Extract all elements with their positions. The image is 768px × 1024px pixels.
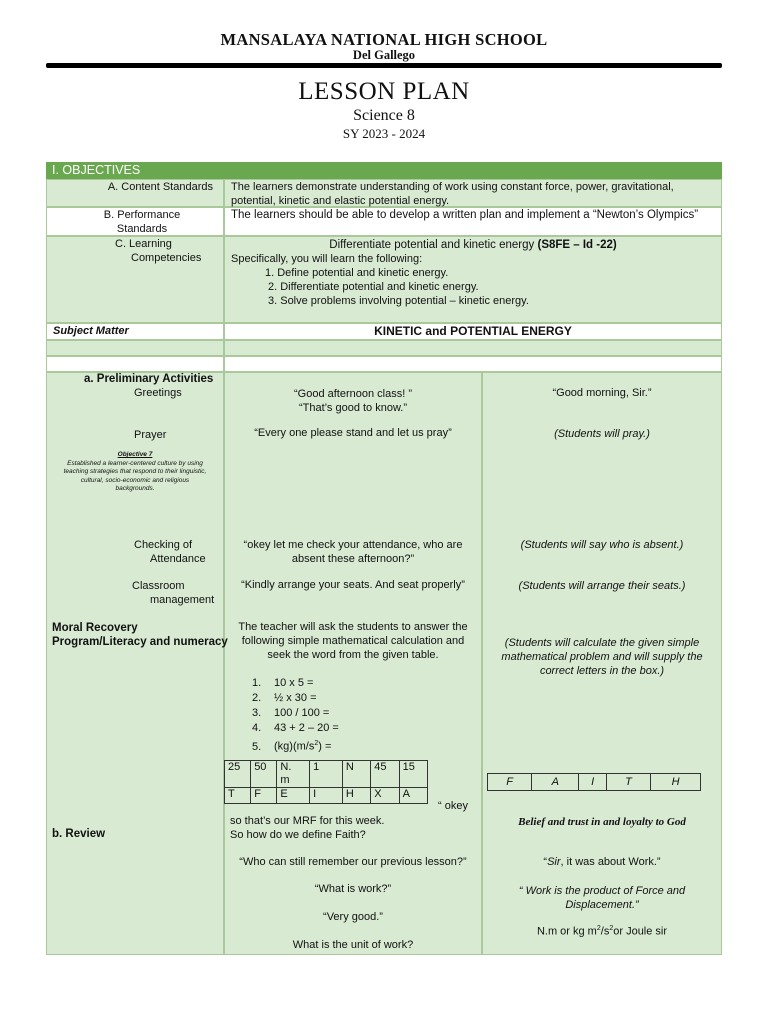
mrf-table-cell: 1 (310, 761, 343, 788)
mrf-okey: “ okey (438, 800, 468, 812)
mrf-table-cell: F (251, 788, 277, 804)
school-name: MANSALAYA NATIONAL HIGH SCHOOL (220, 30, 548, 49)
mrf-table-cell: E (277, 788, 310, 804)
objectives-heading-text: I. OBJECTIVES (52, 163, 141, 177)
greetings-label: Greetings (134, 387, 182, 399)
competency-item: 2. Differentiate potential and kinetic energy. (268, 281, 479, 293)
review-student-2-line2: Displacement.” (565, 899, 639, 911)
review-student-1: “Sir, it was about Work.” (543, 856, 661, 868)
performance-standards-cell (224, 207, 722, 236)
greetings-student: “Good morning, Sir.” (552, 387, 652, 399)
content-standards-cell (224, 179, 722, 207)
competency-label-line2: Competencies (131, 252, 202, 264)
subject-matter-cell (224, 323, 722, 340)
answer-letter-cell: A (532, 774, 579, 791)
mrf-student (484, 636, 720, 678)
answer-letter-cell: I (579, 774, 607, 791)
review-student-2-line1: “ Work is the product of Force and (518, 885, 686, 897)
subject-matter-label: Subject Matter (53, 325, 129, 337)
attendance-teacher-line1: “okey let me check your attendance, who are (243, 539, 463, 551)
mrf-label (52, 621, 228, 649)
competency-main-line (231, 238, 715, 252)
performance-standards-text: The learners should be able to develop a written plan and implement a “Newton’s Olympics” (231, 209, 699, 221)
attendance-label (134, 538, 206, 566)
performance-label-line1: B. Performance (103, 209, 181, 221)
review-label: b. Review (52, 828, 106, 840)
review-teacher-4: What is the unit of work? (292, 939, 414, 951)
faith-definition: Belief and trust in and loyalty to God (518, 816, 686, 828)
competency-item: 1. Define potential and kinetic energy. (265, 267, 449, 279)
mrf-student-line3: correct letters in the box.) (539, 665, 665, 677)
prayer-label: Prayer (134, 429, 167, 441)
answer-letter-cell: T (606, 774, 650, 791)
competency-label-line1: C. Learning (115, 238, 172, 250)
competencies-cell (224, 236, 722, 323)
objective-note-line: teaching strategies that respond to their linguistic, (63, 468, 207, 475)
greetings-teacher-line1: “Good afternoon class! ” (293, 388, 412, 400)
review-student-3: N.m or kg $m^2/s^2or$ Joule sir (536, 925, 668, 938)
school-year: SY 2023 - 2024 (342, 126, 426, 141)
classroom-label-line2: management (150, 594, 215, 606)
mrf-teacher (226, 620, 480, 662)
competency-code: (S8FE – Id -22) (537, 239, 617, 251)
mrf-student-line1: (Students will calculate the given simple (504, 637, 700, 649)
content-standards-label: A. Content Standards (107, 181, 213, 193)
empty-row-cell (224, 340, 722, 356)
answer-letter-cell: F (488, 774, 532, 791)
mrf-closing-line1: so that’s our MRF for this week. (230, 815, 385, 827)
subject-title: Science 8 (353, 107, 415, 124)
preliminary-heading: a. Preliminary Activities (84, 373, 214, 385)
empty-row-cell (224, 356, 722, 372)
mrf-table-cell: N. m (277, 761, 310, 788)
mrf-table-cell: 50 (251, 761, 277, 788)
competency-item: 3. Solve problems involving potential – kinetic energy. (268, 295, 529, 307)
objectives-heading (46, 162, 722, 179)
content-standards-label-cell (46, 179, 224, 207)
mrf-table-cell: 45 (371, 761, 399, 788)
objective-note-line: Established a learner-centered culture by using (67, 459, 203, 467)
faith-answer-table (487, 773, 701, 791)
attendance-label-line1: Checking of (134, 539, 193, 551)
mrf-label-line1: Moral Recovery (52, 622, 138, 634)
greetings-teacher-line2: “That’s good to know.” (298, 402, 408, 414)
empty-row-label (46, 356, 224, 372)
attendance-label-line2: Attendance (150, 553, 206, 565)
mrf-table-cell: 25 (225, 761, 251, 788)
attendance-teacher (226, 538, 480, 566)
header-divider (46, 63, 722, 68)
mrf-label-line2: Program/Literacy and numeracy (52, 636, 228, 648)
mrf-problem: 3. 100 / 100 = (252, 707, 330, 719)
objective-note-line: cultural, socio-economic and religious (80, 476, 190, 484)
classroom-student: (Students will arrange their seats.) (518, 580, 686, 592)
subject-matter-value: KINETIC and POTENTIAL ENERGY (374, 324, 572, 338)
performance-label-line2: Standards (116, 223, 168, 235)
performance-standards-label-cell (46, 207, 224, 236)
classroom-teacher: “Kindly arrange your seats. And seat properly” (241, 579, 465, 591)
classroom-label (132, 579, 214, 607)
review-teacher-2: “What is work?” (314, 883, 392, 895)
review-student-2 (484, 884, 720, 912)
competencies-label-cell (46, 236, 224, 323)
prayer-teacher: “Every one please stand and let us pray” (254, 427, 452, 439)
objective-note-title: Objective 7 (117, 451, 153, 458)
mrf-table-cell: A (399, 788, 427, 804)
answer-letter-cell: H (651, 774, 701, 791)
mrf-table-cell: X (371, 788, 399, 804)
school-town: Del Gallego (352, 48, 416, 62)
empty-row-label (46, 340, 224, 356)
mrf-problem: 4. 43 + 2 – 20 = (252, 722, 339, 734)
review-teacher-1: “Who can still remember our previous lesson?” (239, 856, 467, 868)
mrf-table-cell: H (342, 788, 370, 804)
mrf-teacher-line3: seek the word from the given table. (267, 649, 439, 661)
objective-note-line: backgrounds. (115, 485, 155, 492)
mrf-teacher-line1: The teacher will ask the students to answer the (238, 621, 468, 633)
mrf-table-cell: I (310, 788, 343, 804)
plan-title: LESSON PLAN (298, 78, 470, 105)
review-teacher-3: “Very good.” (323, 911, 383, 923)
mrf-code-table (224, 760, 428, 804)
subject-matter-label-cell (46, 323, 224, 340)
competency-intro: Specifically, you will learn the following: (231, 253, 423, 265)
objective-note (50, 451, 220, 494)
attendance-student: (Students will say who is absent.) (520, 539, 684, 551)
mrf-closing (230, 814, 384, 842)
greetings-teacher (226, 387, 480, 415)
content-standards-text: The learners demonstrate understanding of work using constant force, power, gravitational, potential, kinetic and elastic potential energy. (231, 181, 674, 207)
mrf-problem: 2. ½ x 30 = (252, 692, 317, 704)
competency-main: Differentiate potential and kinetic energy (329, 239, 535, 251)
mrf-problem: 5. $(kg)(m/s^2)$ = (252, 740, 332, 753)
mrf-table-cell: T (225, 788, 251, 804)
mrf-table-cell: 15 (399, 761, 427, 788)
attendance-teacher-line2: absent these afternoon?” (291, 553, 415, 565)
mrf-closing-line2: So how do we define Faith? (230, 829, 366, 841)
mrf-problem: 1. 10 x 5 = (252, 677, 314, 689)
mrf-teacher-line2: following simple mathematical calculation and (241, 635, 465, 647)
prayer-student: (Students will pray.) (554, 428, 650, 440)
mrf-student-line2: mathematical problem and will supply the (501, 651, 703, 663)
mrf-problem-list (252, 676, 339, 755)
classroom-label-line1: Classroom (132, 580, 185, 592)
mrf-table-cell: N (342, 761, 370, 788)
